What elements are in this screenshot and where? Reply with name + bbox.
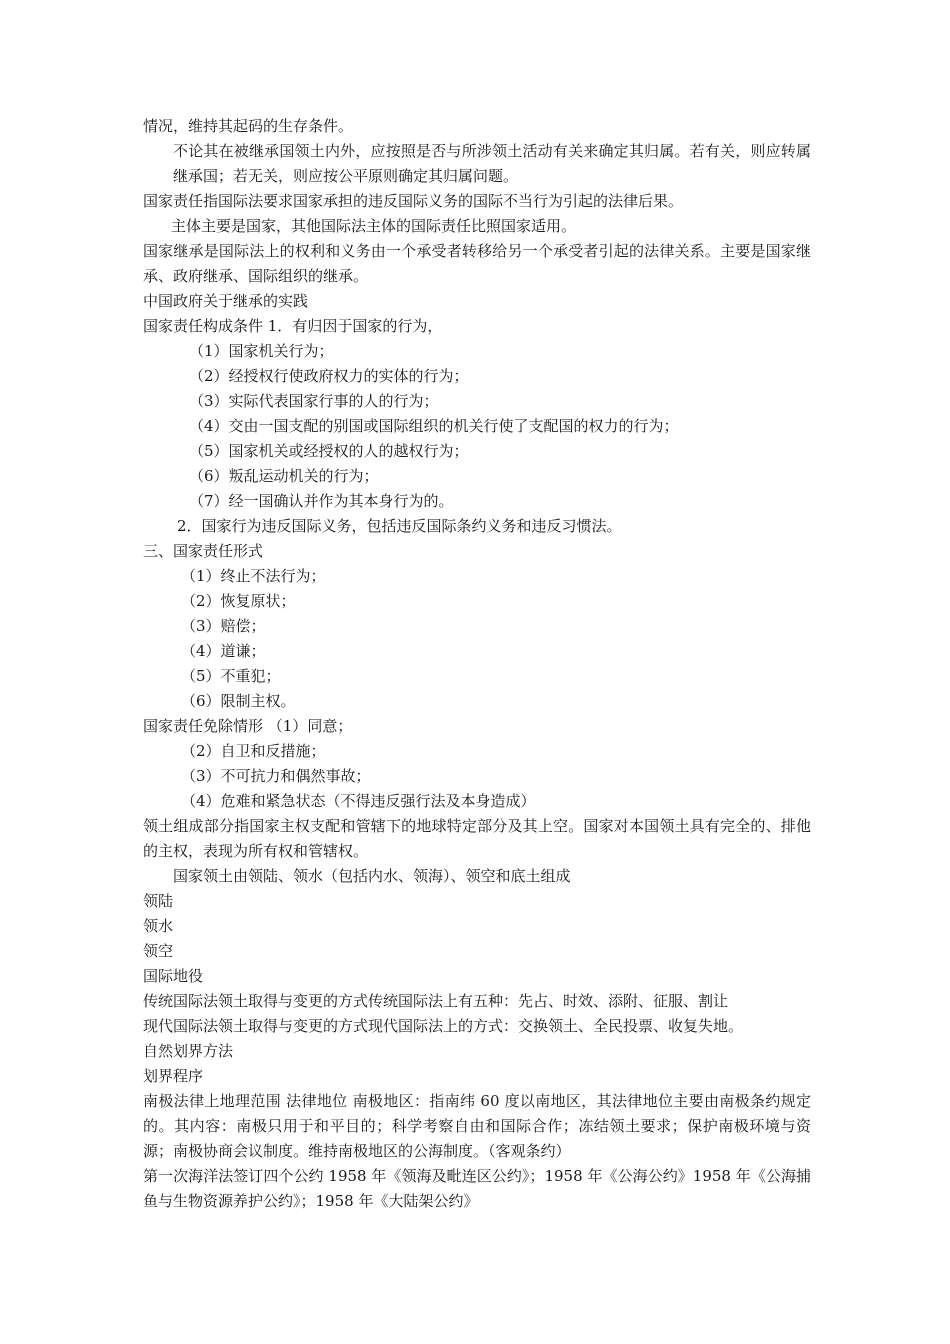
heading-line: 中国政府关于继承的实践 bbox=[143, 292, 309, 310]
list-item: （2）自卫和反措施； bbox=[181, 742, 326, 760]
text-line: 自然划界方法 bbox=[143, 1042, 234, 1060]
paragraph: 第一次海洋法签订四个公约 1958 年《领海及毗连区公约》；1958 年《公海公约》1958 年《公海捕鱼与生物资源养护公约》；1958 年《大陆架公约》 bbox=[143, 1167, 811, 1210]
list-item: （3）不可抗力和偶然事故； bbox=[181, 767, 371, 785]
paragraph: 国家继承是国际法上的权利和义务由一个承受者转移给另一个承受者引起的法律关系。主要是国家继承、政府继承、国际组织的继承。 bbox=[143, 242, 811, 285]
list-item: （6）限制主权。 bbox=[181, 692, 296, 710]
text-line: 国家责任指国际法要求国家承担的违反国际义务的国际不当行为引起的法律后果。 bbox=[143, 192, 684, 210]
list-item: （4）交由一国支配的别国或国际组织的机关行使了支配国的权力的行为； bbox=[189, 417, 679, 435]
document-page bbox=[143, 114, 811, 1214]
list-item: （4）道谦； bbox=[181, 642, 266, 660]
text-line: 领陆 bbox=[143, 892, 174, 910]
list-item: （2）经授权行使政府权力的实体的行为； bbox=[189, 367, 469, 385]
list-item: （1）终止不法行为； bbox=[181, 567, 326, 585]
text-line: 现代国际法领土取得与变更的方式现代国际法上的方式：交换领土、全民投票、收复失地。 bbox=[143, 1017, 744, 1035]
section-heading: 三、国家责任形式 bbox=[143, 542, 264, 560]
list-item: （2）恢复原状； bbox=[181, 592, 296, 610]
list-item: （3）实际代表国家行事的人的行为； bbox=[189, 392, 439, 410]
text-line: 传统国际法领土取得与变更的方式传统国际法上有五种：先占、时效、添附、征服、割让 bbox=[143, 992, 729, 1010]
text-line: 情况，维持其起码的生存条件。 bbox=[143, 117, 354, 135]
list-item: （1）国家机关行为； bbox=[189, 342, 334, 360]
text-line: 划界程序 bbox=[143, 1067, 204, 1085]
list-item: （7）经一国确认并作为其本身行为的。 bbox=[189, 492, 454, 510]
text-line: 领空 bbox=[143, 942, 174, 960]
list-item: （3）赔偿； bbox=[181, 617, 266, 635]
paragraph: 不论其在被继承国领土内外，应按照是否与所涉领土活动有关来确定其归属。若有关，则应转属继承国；若无关，则应按公平原则确定其归属问题。 bbox=[173, 142, 811, 185]
text-line: 领水 bbox=[143, 917, 174, 935]
text-line: 国际地役 bbox=[143, 967, 204, 985]
list-item: （6）叛乱运动机关的行为； bbox=[189, 467, 379, 485]
text-line: 主体主要是国家，其他国际法主体的国际责任比照国家适用。 bbox=[171, 217, 577, 235]
text-line: 国家责任构成条件 1．有归因于国家的行为， bbox=[143, 317, 443, 335]
list-item: （5）不重犯； bbox=[181, 667, 281, 685]
text-line: 国家领土由领陆、领水（包括内水、领海）、领空和底土组成 bbox=[173, 867, 571, 885]
paragraph: 南极法律上地理范围 法律地位 南极地区：指南纬 60 度以南地区，其法律地位主要由南极条约规定的。其内容：南极只用于和平目的；科学考察自由和国际合作；冻结领土要求；保护南极环境与资源；南极协商会议制度。维持南极地区的公海制度。（客观条约） bbox=[143, 1092, 811, 1160]
list-item: （5）国家机关或经授权的人的越权行为； bbox=[189, 442, 469, 460]
text-line: 国家责任免除情形 （1）同意； bbox=[143, 717, 353, 735]
paragraph: 领土组成部分指国家主权支配和管辖下的地球特定部分及其上空。国家对本国领土具有完全的、排他的主权，表现为所有权和管辖权。 bbox=[143, 817, 811, 860]
list-item: （4）危难和紧急状态（不得违反强行法及本身造成） bbox=[181, 792, 536, 810]
list-item: 2．国家行为违反国际义务，包括违反国际条约义务和违反习惯法。 bbox=[177, 517, 622, 535]
